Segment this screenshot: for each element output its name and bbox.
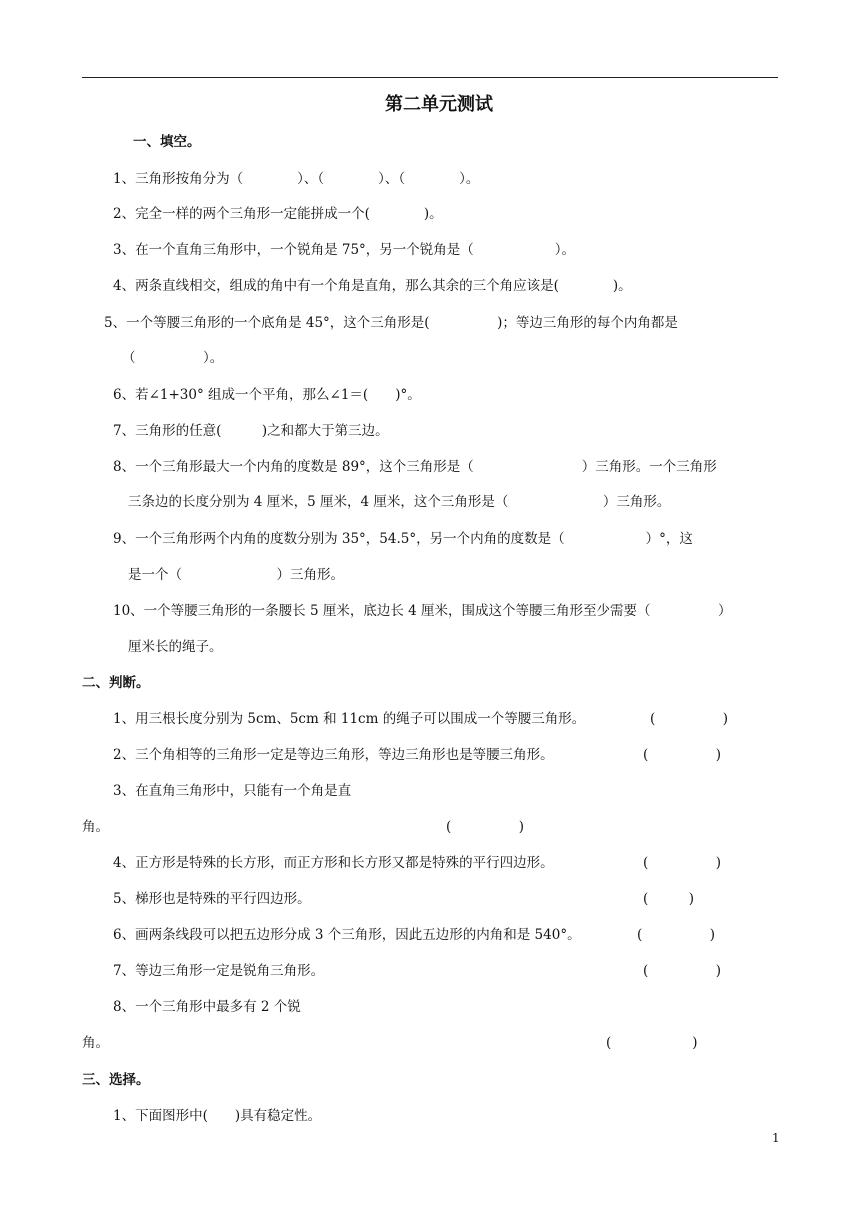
fill-item-4: 4、两条直线相交，组成的角中有一个角是直角，那么其余的三个角应该是( )。: [113, 278, 632, 294]
fill-item-2: 2、完全一样的两个三角形一定能拼成一个( )。: [113, 206, 443, 222]
section-heading-true-false: 二、判断。: [82, 675, 150, 691]
tf-answer-2: ( ): [643, 747, 722, 763]
fill-item-9: 9、一个三角形两个内角的度数分别为 35°，54.5°，另一个内角的度数是（ ）°，这: [113, 531, 693, 547]
fill-item-10-cont: 厘米长的绳子。: [128, 639, 223, 655]
section-heading-choice: 三、选择。: [82, 1072, 150, 1088]
fill-item-5: 5、一个等腰三角形的一个底角是 45°，这个三角形是( )；等边三角形的每个内角都是: [104, 315, 678, 331]
page-title: 第二单元测试: [385, 94, 493, 115]
page-number: 1: [772, 1131, 780, 1145]
tf-answer-8: ( ): [606, 1035, 698, 1051]
tf-item-6: 6、画两条线段可以把五边形分成 3 个三角形，因此五边形的内角和是 540°。: [113, 927, 581, 943]
fill-item-6: 6、若∠1+30° 组成一个平角，那么∠1＝( )°。: [113, 387, 421, 403]
fill-item-10: 10、一个等腰三角形的一条腰长 5 厘米，底边长 4 厘米，围成这个等腰三角形至少需要（ ）: [113, 603, 732, 619]
fill-item-8-cont: 三条边的长度分别为 4 厘米，5 厘米，4 厘米，这个三角形是（ ）三角形。: [128, 494, 671, 510]
tf-answer-7: ( ): [643, 963, 722, 979]
tf-item-3-cont: 角。: [82, 819, 109, 835]
choice-item-1: 1、下面图形中( )具有稳定性。: [113, 1108, 322, 1124]
tf-item-7: 7、等边三角形一定是锐角三角形。: [113, 963, 325, 979]
tf-item-1: 1、用三根长度分别为 5cm、5cm 和 11cm 的绳子可以围成一个等腰三角形。: [113, 711, 586, 727]
tf-item-8: 8、一个三角形中最多有 2 个锐: [113, 999, 301, 1015]
header-rule: [82, 77, 778, 78]
tf-item-8-cont: 角。: [82, 1035, 109, 1051]
fill-item-5-cont: （ ）。: [122, 350, 224, 366]
tf-answer-5: ( ): [643, 891, 695, 907]
fill-item-3: 3、在一个直角三角形中，一个锐角是 75°，另一个锐角是（ ）。: [113, 242, 576, 258]
section-heading-fill-blank: 一、填空。: [133, 134, 201, 150]
tf-item-2: 2、三个角相等的三角形一定是等边三角形，等边三角形也是等腰三角形。: [113, 747, 554, 763]
fill-item-9-cont: 是一个（ ）三角形。: [128, 567, 344, 583]
tf-item-5: 5、梯形也是特殊的平行四边形。: [113, 891, 311, 907]
tf-answer-6: ( ): [637, 927, 716, 943]
tf-item-4: 4、正方形是特殊的长方形，而正方形和长方形又都是特殊的平行四边形。: [113, 855, 554, 871]
fill-item-8: 8、一个三角形最大一个内角的度数是 89°，这个三角形是（ ）三角形。一个三角形: [113, 459, 717, 475]
tf-answer-1: ( ): [650, 711, 729, 727]
tf-answer-3: ( ): [446, 819, 525, 835]
fill-item-7: 7、三角形的任意( )之和都大于第三边。: [113, 423, 389, 439]
tf-item-3: 3、在直角三角形中，只能有一个角是直: [113, 783, 352, 799]
tf-answer-4: ( ): [643, 855, 722, 871]
fill-item-1: 1、三角形按角分为（ ）、（ ）、（ ）。: [113, 171, 480, 187]
